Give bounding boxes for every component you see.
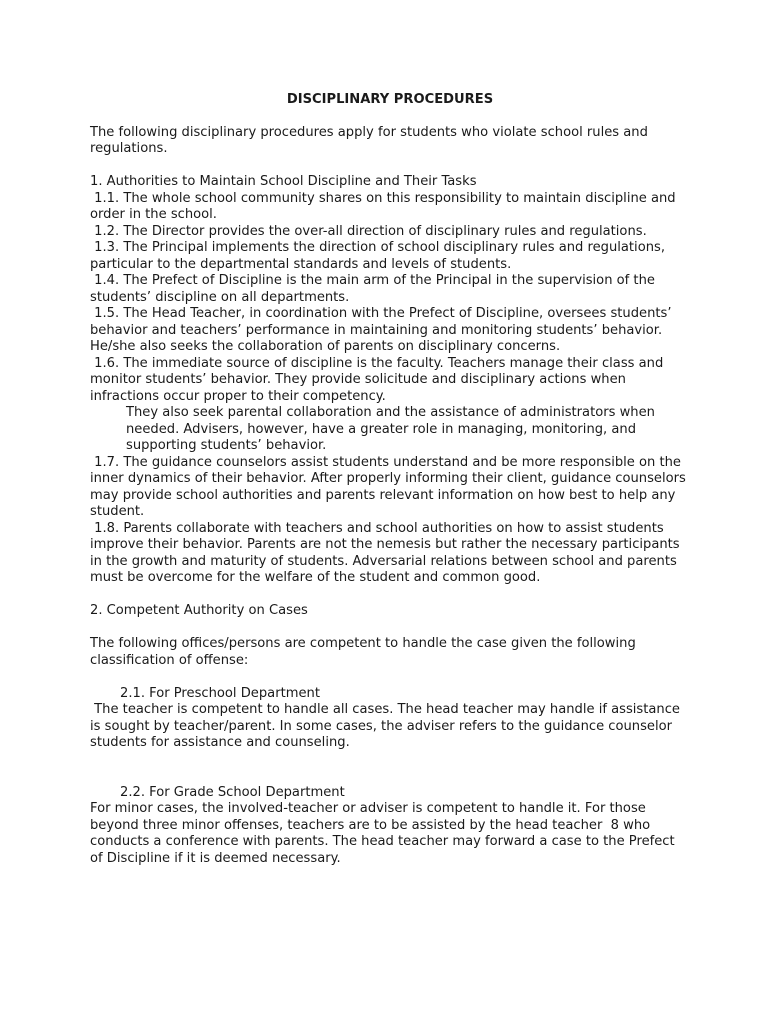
item-1-1: 1.1. The whole school community shares on this responsibility to maintain discipline and order in the school. [90, 190, 680, 222]
item-1-6: 1.6. The immediate source of discipline is the faculty. Teachers manage their class and monitor students’ behavior. They provide solicitude and disciplinary actions when infractions occur proper to their competency. [90, 355, 668, 404]
item-1-6-continuation: They also seek parental collaboration and the assistance of administrators when needed. Advisers, however, have a greater role in managing, monitoring, and supporting students’ behavior. [126, 405, 660, 453]
item-1-8: 1.8. Parents collaborate with teachers and school authorities on how to assist students improve their behavior. Parents are not the nemesis but rather the necessary participants in the growth and maturity of students. Adversarial relations between school and parents must be overcome for the welfare of the student and common good. [90, 520, 684, 585]
intro-paragraph: The following disciplinary procedures apply for students who violate school rules and regulations. [90, 124, 653, 156]
section1-heading: 1. Authorities to Maintain School Discipline and Their Tasks [90, 174, 477, 189]
document-page [90, 92, 690, 867]
item-1-7: 1.7. The guidance counselors assist students understand and be more responsible on the inner dynamics of their behavior. After properly informing their client, guidance counselors may provide school authorities and parents relevant information on how best to help any student. [90, 454, 691, 519]
section2-intro: The following offices/persons are competent to handle the case given the following classification of offense: [90, 636, 640, 668]
item-1-5: 1.5. The Head Teacher, in coordination with the Prefect of Discipline, oversees students’ behavior and teachers’ performance in maintaining and monitoring students’ behavior. He/she also seeks the collaboration of parents on disciplinary concerns. [90, 306, 676, 354]
spacer [90, 752, 690, 785]
subsection-2-2-heading: 2.2. For Grade School Department [120, 784, 345, 800]
item-1-3: 1.3. The Principal implements the direction of school disciplinary rules and regulations, particular to the departmental standards and levels of students. [90, 240, 670, 272]
spacer [90, 587, 690, 604]
item-1-4: 1.4. The Prefect of Discipline is the main arm of the Principal in the supervision of the students’ discipline on all departments. [90, 273, 660, 305]
document-title: DISCIPLINARY PROCEDURES [286, 92, 494, 107]
spacer [90, 669, 690, 686]
subsection-2-2-body: For minor cases, the involved-teacher or adviser is competent to handle it. For those beyond three minor offenses, teachers are to be assisted by the head teacher 8 who conducts a conference with parents. The head teacher may forward a case to the Prefect of Discipline if it is deemed necessary. [90, 801, 679, 866]
spacer [90, 158, 690, 175]
item-1-2: 1.2. The Director provides the over-all direction of disciplinary rules and regulations. [90, 223, 647, 239]
subsection-2-1-heading: 2.1. For Preschool Department [120, 685, 320, 701]
spacer [90, 620, 690, 637]
section2-heading: 2. Competent Authority on Cases [90, 603, 308, 618]
subsection-2-1-body: The teacher is competent to handle all cases. The head teacher may handle if assistance is sought by teacher/parent. In some cases, the adviser refers to the guidance counselor students for assistance and counseling. [90, 702, 685, 750]
